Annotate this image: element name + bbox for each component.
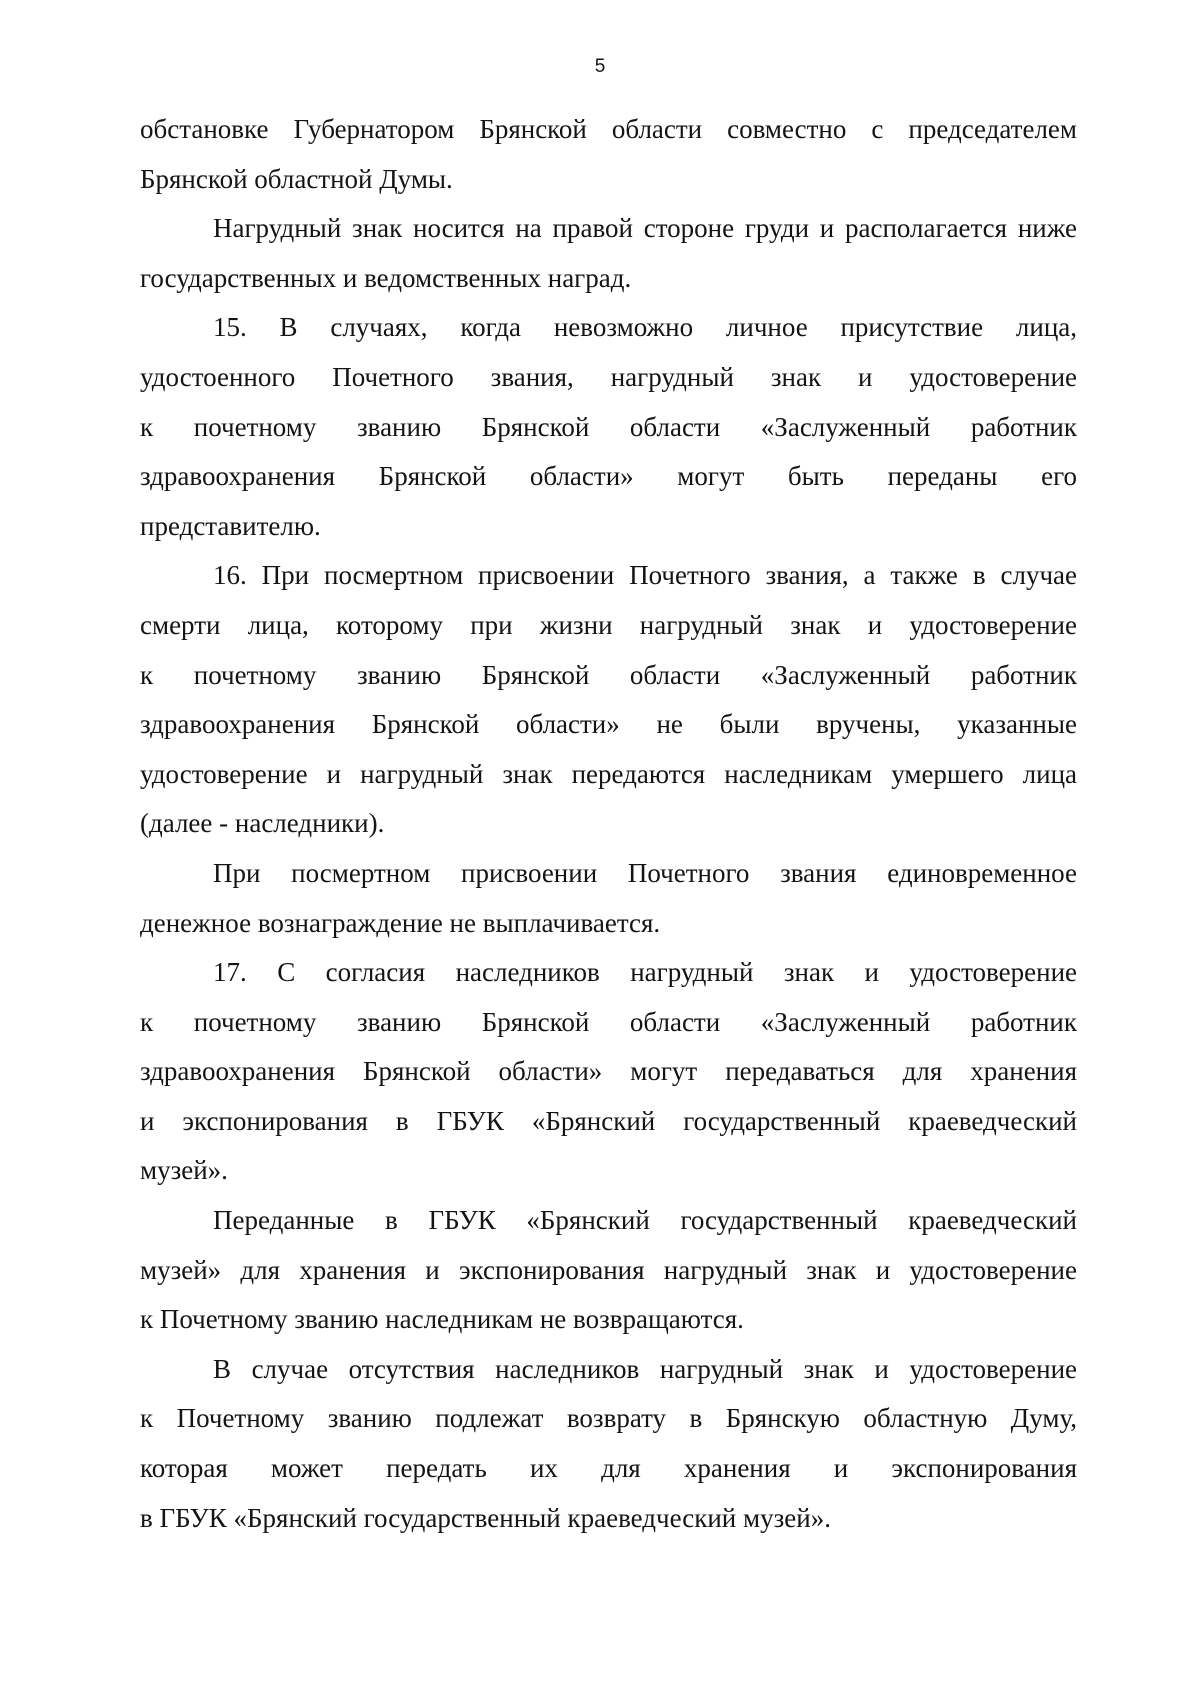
text-line: в ГБУК «Брянский государственный краеведческий музей».	[140, 1502, 831, 1533]
paragraph	[140, 551, 1077, 849]
text-line: к Почетному званию подлежат возврату в Брянскую областную Думу,	[140, 1403, 1077, 1434]
text-line: 17. С согласия наследников нагрудный знак и удостоверение	[213, 957, 1077, 988]
text-line: Нагрудный знак носится на правой стороне груди и располагается ниже	[213, 213, 1077, 244]
paragraph	[140, 105, 1077, 204]
text-line: удостоенного Почетного звания, нагрудный знак и удостоверение	[140, 361, 1077, 392]
text-line: В случае отсутствия наследников нагрудный знак и удостоверение	[213, 1353, 1077, 1384]
text-line: здравоохранения Брянской области» могут передаваться для хранения	[140, 1056, 1077, 1087]
page-number: 5	[594, 56, 606, 77]
paragraph	[140, 204, 1077, 303]
text-line: к почетному званию Брянской области «Заслуженный работник	[140, 1006, 1077, 1037]
paragraph	[140, 1345, 1077, 1543]
text-line: к почетному званию Брянской области «Заслуженный работник	[140, 411, 1077, 442]
text-line: и экспонирования в ГБУК «Брянский государственный краеведческий	[140, 1105, 1077, 1136]
paragraph	[140, 303, 1077, 551]
text-line: к почетному званию Брянской области «Заслуженный работник	[140, 659, 1077, 690]
text-line: музей».	[140, 1155, 228, 1186]
text-line: 15. В случаях, когда невозможно личное присутствие лица,	[213, 312, 1077, 343]
text-line: представителю.	[140, 510, 321, 541]
text-line: государственных и ведомственных наград.	[140, 262, 632, 293]
text-line: (далее - наследники).	[140, 808, 385, 839]
paragraph	[140, 849, 1077, 948]
text-line: которая может передать их для хранения и экспонирования	[140, 1453, 1077, 1484]
text-line: удостоверение и нагрудный знак передаются наследникам умершего лица	[140, 758, 1077, 789]
text-line: смерти лица, которому при жизни нагрудный знак и удостоверение	[140, 609, 1077, 640]
text-line: обстановке Губернатором Брянской области совместно с председателем	[140, 114, 1077, 144]
text-line: 16. При посмертном присвоении Почетного звания, а также в случае	[213, 560, 1077, 591]
text-line: денежное вознаграждение не выплачивается.	[140, 907, 661, 938]
text-line: Переданные в ГБУК «Брянский государственный краеведческий	[213, 1205, 1077, 1236]
text-line: музей» для хранения и экспонирования нагрудный знак и удостоверение	[140, 1254, 1077, 1285]
paragraph	[140, 1196, 1077, 1345]
text-line: При посмертном присвоении Почетного звания единовременное	[213, 857, 1077, 888]
document-body	[140, 105, 1077, 1543]
text-line: к Почетному званию наследникам не возвращаются.	[140, 1304, 744, 1335]
text-line: здравоохранения Брянской области» не были вручены, указанные	[140, 709, 1077, 740]
text-line: Брянской областной Думы.	[140, 163, 453, 194]
text-line: здравоохранения Брянской области» могут быть переданы его	[140, 461, 1077, 492]
paragraph	[140, 948, 1077, 1196]
